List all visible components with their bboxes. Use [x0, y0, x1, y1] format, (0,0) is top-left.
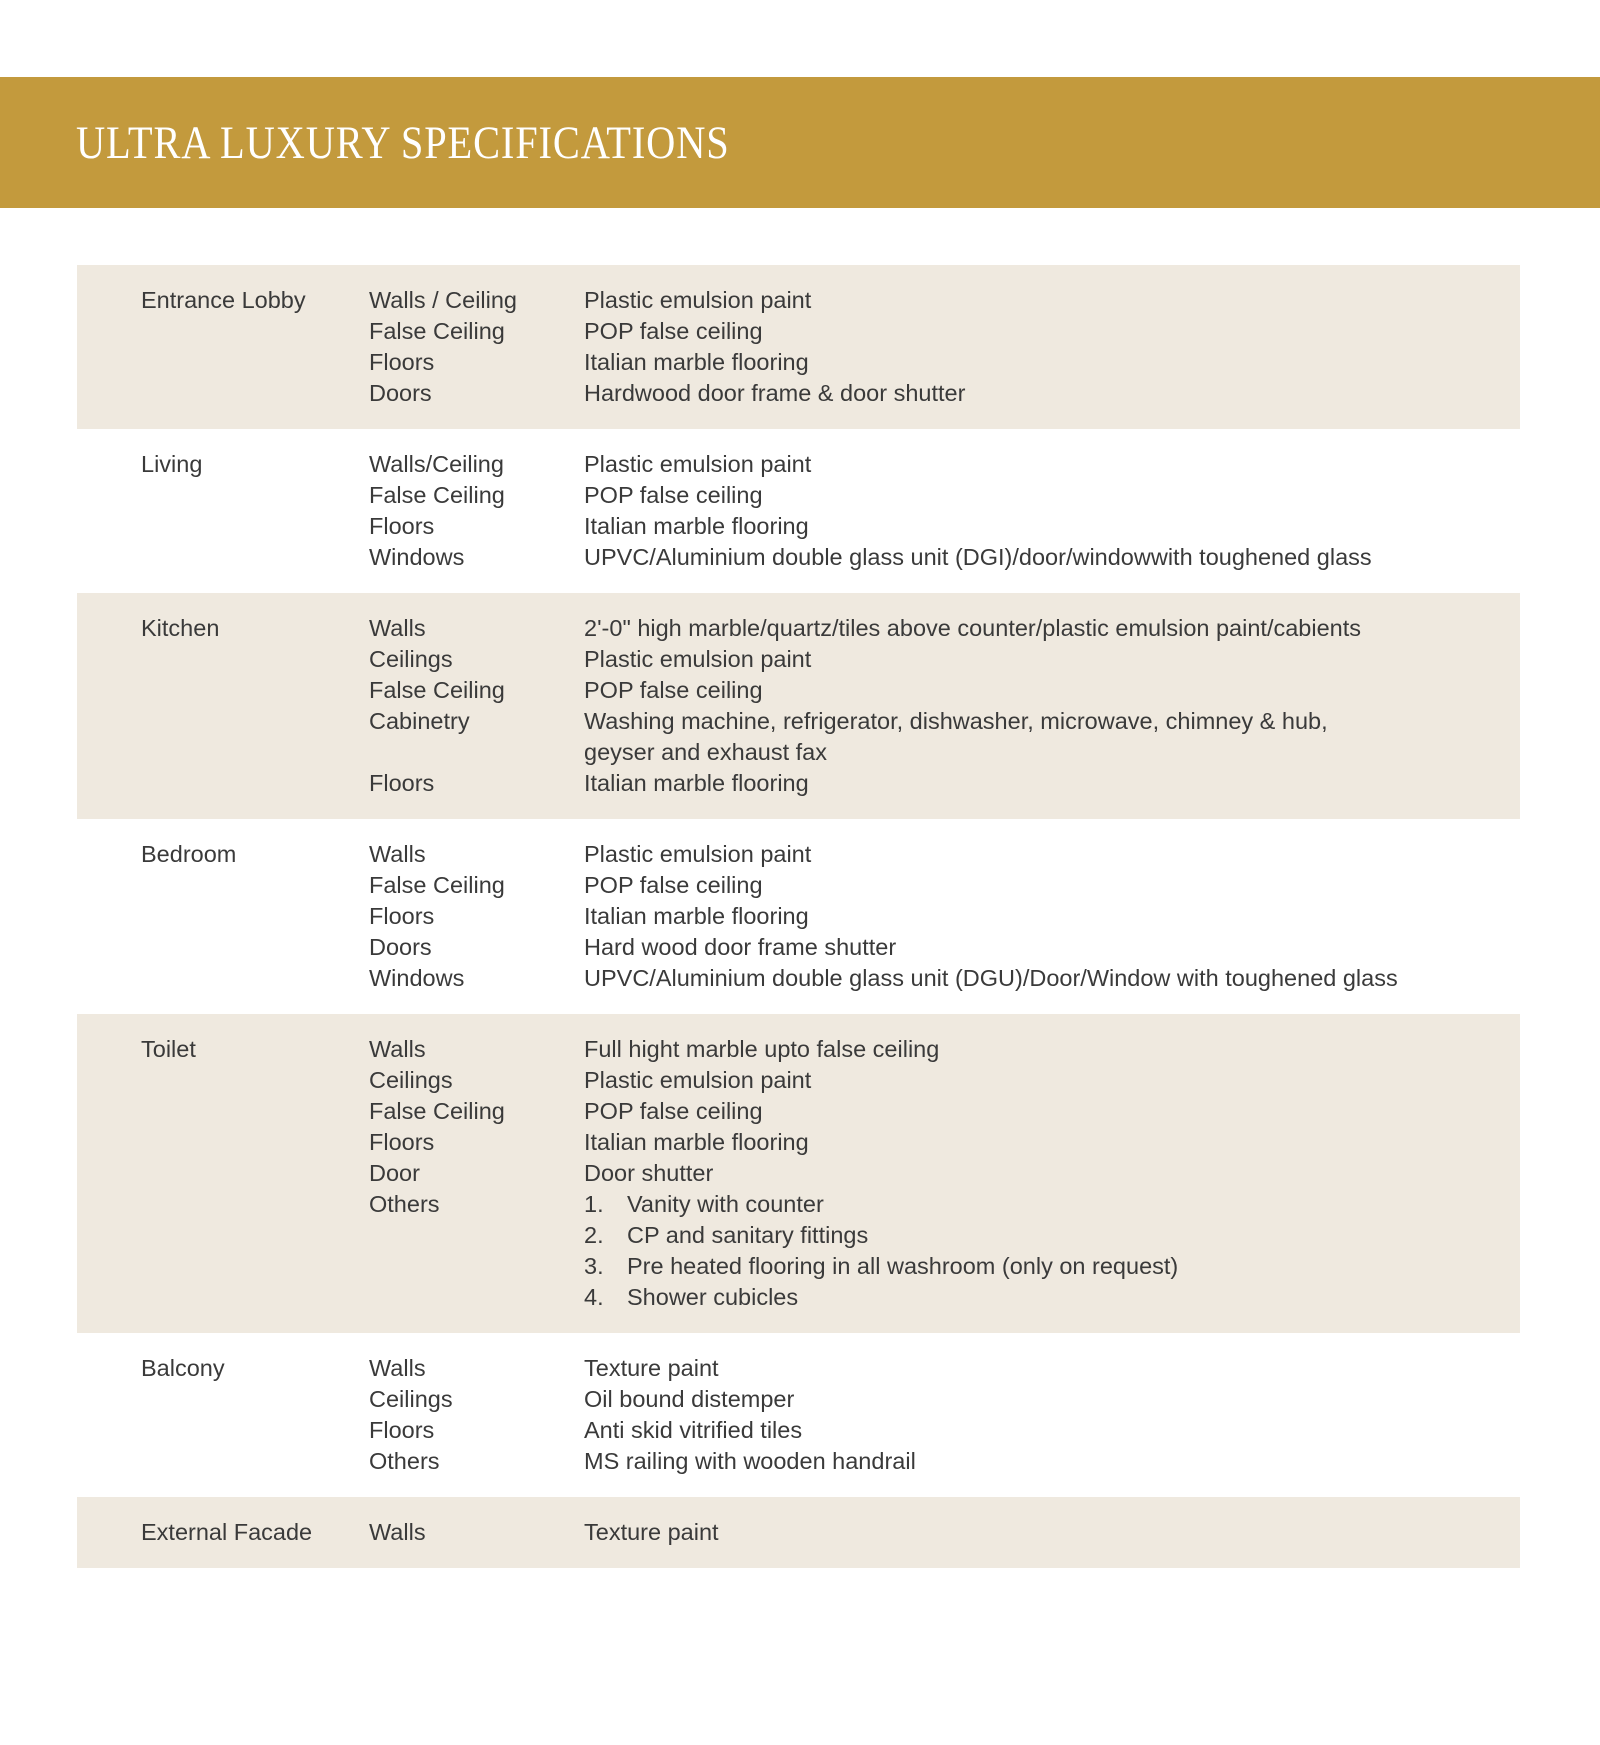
item-spec: Italian marble flooring	[584, 1129, 809, 1155]
item-label: Doors	[369, 380, 432, 406]
spec-row	[77, 511, 1520, 542]
item-label: Walls / Ceiling	[369, 287, 517, 313]
spec-row	[77, 932, 1520, 963]
spec-row	[77, 963, 1520, 994]
item-label: Cabinetry	[369, 708, 470, 734]
room-name: Entrance Lobby	[141, 287, 306, 313]
page-title: ULTRA LUXURY SPECIFICATIONS	[76, 116, 730, 169]
item-spec: POP false ceiling	[584, 482, 763, 508]
item-spec: Italian marble flooring	[584, 513, 809, 539]
title-banner	[0, 77, 1600, 208]
item-spec: Oil bound distemper	[584, 1386, 795, 1412]
item-spec: POP false ceiling	[584, 677, 763, 703]
section-toilet	[77, 1014, 1520, 1333]
item-label: Walls	[369, 841, 426, 867]
list-item	[584, 1251, 1520, 1282]
item-label: Ceilings	[369, 646, 453, 672]
item-spec: POP false ceiling	[584, 872, 763, 898]
item-spec: Plastic emulsion paint	[584, 287, 812, 313]
list-number: 2.	[584, 1222, 604, 1248]
list-item	[584, 1220, 1520, 1251]
item-label: Floors	[369, 1417, 435, 1443]
spec-row	[77, 644, 1520, 675]
spec-table	[77, 265, 1520, 1568]
spec-row	[77, 1096, 1520, 1127]
item-label: False Ceiling	[369, 318, 505, 344]
item-spec-list	[584, 1189, 1520, 1313]
item-label: False Ceiling	[369, 677, 505, 703]
item-spec: POP false ceiling	[584, 318, 763, 344]
room-name: Toilet	[141, 1036, 196, 1062]
list-text: Vanity with counter	[627, 1191, 824, 1217]
item-spec: 2'-0" high marble/quartz/tiles above counter/plastic emulsion paint/cabients	[584, 615, 1362, 641]
item-label: Windows	[369, 544, 465, 570]
item-spec: MS railing with wooden handrail	[584, 1448, 916, 1474]
spec-row	[77, 1065, 1520, 1096]
spec-row	[77, 347, 1520, 378]
spec-row	[77, 1415, 1520, 1446]
spec-row	[77, 675, 1520, 706]
item-label: False Ceiling	[369, 482, 505, 508]
spec-row	[77, 1517, 1520, 1548]
item-spec: Italian marble flooring	[584, 903, 809, 929]
item-spec: Door shutter	[584, 1160, 714, 1186]
item-label: Floors	[369, 903, 435, 929]
item-spec: UPVC/Aluminium double glass unit (DGI)/door/windowwith toughened glass	[584, 544, 1372, 570]
item-spec: Hardwood door frame & door shutter	[584, 380, 966, 406]
item-label: Floors	[369, 513, 435, 539]
item-label: Doors	[369, 934, 432, 960]
item-spec-line: geyser and exhaust fax	[584, 739, 827, 765]
spec-row	[77, 542, 1520, 573]
spec-row	[77, 1189, 1520, 1313]
spec-row	[77, 870, 1520, 901]
list-text: CP and sanitary fittings	[627, 1222, 869, 1248]
list-number: 3.	[584, 1253, 604, 1279]
spec-row	[77, 1127, 1520, 1158]
item-label: Door	[369, 1160, 420, 1186]
item-label: Floors	[369, 1129, 435, 1155]
list-item	[584, 1189, 1520, 1220]
item-label: Walls/Ceiling	[369, 451, 504, 477]
item-label: Floors	[369, 349, 435, 375]
item-label: False Ceiling	[369, 1098, 505, 1124]
room-name: Bedroom	[141, 841, 237, 867]
item-spec: Italian marble flooring	[584, 770, 809, 796]
item-spec: Plastic emulsion paint	[584, 646, 812, 672]
item-spec: Italian marble flooring	[584, 349, 809, 375]
item-spec: Plastic emulsion paint	[584, 1067, 812, 1093]
item-label: Ceilings	[369, 1067, 453, 1093]
item-label: Walls	[369, 1036, 426, 1062]
spec-row	[77, 1384, 1520, 1415]
item-spec: UPVC/Aluminium double glass unit (DGU)/Door/Window with toughened glass	[584, 965, 1398, 991]
item-spec: Texture paint	[584, 1355, 719, 1381]
list-number: 4.	[584, 1284, 604, 1310]
item-spec: Plastic emulsion paint	[584, 451, 812, 477]
section-kitchen	[77, 593, 1520, 819]
spec-row	[77, 901, 1520, 932]
spec-row	[77, 449, 1520, 480]
item-spec: POP false ceiling	[584, 1098, 763, 1124]
item-label: Walls	[369, 1519, 426, 1545]
item-label: False Ceiling	[369, 872, 505, 898]
item-spec-line: Washing machine, refrigerator, dishwasher, microwave, chimney & hub,	[584, 708, 1328, 734]
item-spec: Hard wood door frame shutter	[584, 934, 897, 960]
item-spec: Anti skid vitrified tiles	[584, 1417, 803, 1443]
item-label: Ceilings	[369, 1386, 453, 1412]
section-external-facade	[77, 1497, 1520, 1568]
spec-row	[77, 480, 1520, 511]
section-living	[77, 429, 1520, 593]
item-spec: Plastic emulsion paint	[584, 841, 812, 867]
spec-row	[77, 1158, 1520, 1189]
spec-row	[77, 285, 1520, 316]
room-name: Living	[141, 451, 203, 477]
spec-row	[77, 1446, 1520, 1477]
section-entrance-lobby	[77, 265, 1520, 429]
list-number: 1.	[584, 1191, 604, 1217]
room-name: Balcony	[141, 1355, 225, 1381]
item-label: Floors	[369, 770, 435, 796]
spec-row	[77, 768, 1520, 799]
item-label: Others	[369, 1448, 440, 1474]
spec-row	[77, 706, 1520, 768]
spec-row	[77, 316, 1520, 347]
spec-row	[77, 378, 1520, 409]
list-item	[584, 1282, 1520, 1313]
section-balcony	[77, 1333, 1520, 1497]
room-name: Kitchen	[141, 615, 220, 641]
spec-row	[77, 1353, 1520, 1384]
item-spec: Texture paint	[584, 1519, 719, 1545]
item-label: Walls	[369, 1355, 426, 1381]
item-label: Windows	[369, 965, 465, 991]
list-text: Pre heated flooring in all washroom (only on request)	[627, 1253, 1179, 1279]
list-text: Shower cubicles	[627, 1284, 799, 1310]
section-bedroom	[77, 819, 1520, 1014]
item-spec: Full hight marble upto false ceiling	[584, 1036, 940, 1062]
item-label: Walls	[369, 615, 426, 641]
room-name: External Facade	[141, 1519, 313, 1545]
item-spec	[584, 706, 1520, 768]
spec-row	[77, 1034, 1520, 1065]
spec-row	[77, 839, 1520, 870]
item-label: Others	[369, 1191, 440, 1217]
spec-row	[77, 613, 1520, 644]
